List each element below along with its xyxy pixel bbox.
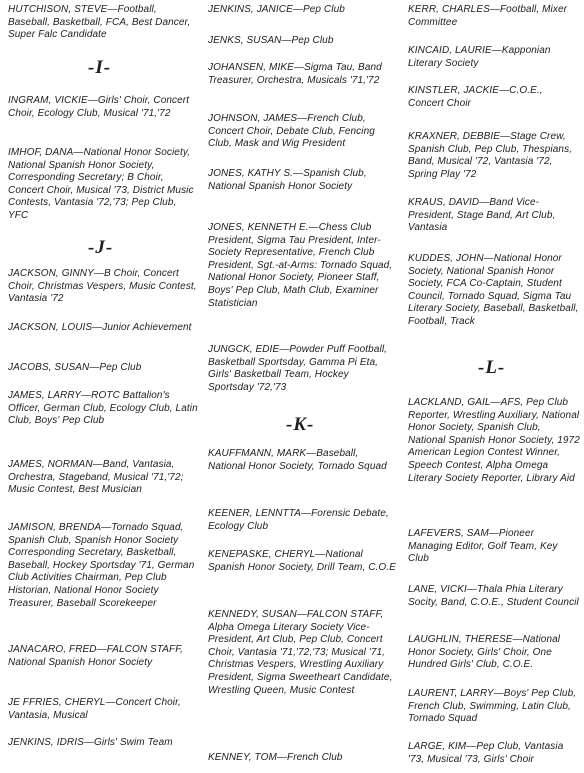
section-letter-k: -K- <box>286 414 315 435</box>
entry-kraus-david: KRAUS, DAVID—Band Vice-President, Stage Band, Art Club, Vantasia <box>408 197 556 234</box>
entry-hutchison-steve: HUTCHISON, STEVE—Football, Baseball, Basketball, FCA, Best Dancer, Super Falc Candidate <box>8 4 191 41</box>
entry-kerr-charles: KERR, CHARLES—Football, Mixer Committee <box>408 4 568 28</box>
entry-kuddes-john: KUDDES, JOHN—National Honor Society, National Spanish Honor Society, FCA Co-Captain, Student Council, Tornado Squad, Sigma Tau Literary Society, Baseball, Basketball, Football, Track <box>408 253 579 327</box>
entry-jones-kathy: JONES, KATHY S.—Spanish Club, National Spanish Honor Society <box>208 168 367 192</box>
entry-lane-vicki: LANE, VICKI—Thala Phia Literary Socity, Band, C.O.E., Student Council <box>408 584 579 608</box>
entry-jackson-louis: JACKSON, LOUIS—Junior Achievement <box>8 322 192 333</box>
entry-johansen-mike: JOHANSEN, MIKE—Sigma Tau, Band Treasurer, Orchestra, Musicals '71,'72 <box>208 62 382 86</box>
entry-keener-lenntta: KEENER, LENNTTA—Forensic Debate, Ecology Club <box>208 508 389 532</box>
entry-large-kim: LARGE, KIM—Pep Club, Vantasia '73, Musical '73, Girls' Choir <box>408 741 564 765</box>
section-letter-i: -I- <box>88 57 112 78</box>
entry-kauffmann-mark: KAUFFMANN, MARK—Baseball, National Honor Society, Tornado Squad <box>208 448 387 472</box>
entry-laurent-larry: LAURENT, LARRY—Boys' Pep Club, French Club, Swimming, Latin Club, Tornado Squad <box>408 688 577 725</box>
entry-kenepaske-cheryl: KENEPASKE, CHERYL—National Spanish Honor Society, Drill Team, C.O.E <box>208 549 396 573</box>
entry-james-norman: JAMES, NORMAN—Band, Vantasia, Orchestra, Stageband, Musical '71,'72; Music Contest, Best Musician <box>8 459 184 496</box>
entry-johnson-james: JOHNSON, JAMES—French Club, Concert Choir, Debate Club, Fencing Club, Mask and Wig President <box>208 113 375 150</box>
entry-jones-kenneth: JONES, KENNETH E.—Chess Club President, Sigma Tau President, Inter-Society Representative, French Club President, Sgt.-at-Arms: Tornado Squad, National Honor Society, Pioneer Staff, Boys' Pep Club, Math Club, Examiner Statistician <box>208 222 393 309</box>
entry-jenks-susan: JENKS, SUSAN—Pep Club <box>208 35 334 46</box>
entry-lafevers-sam: LAFEVERS, SAM—Pioneer Managing Editor, Golf Team, Key Club <box>408 528 558 565</box>
entry-jenkins-idris: JENKINS, IDRIS—Girls' Swim Team <box>8 737 173 748</box>
entry-imhof-dana: IMHOF, DANA—National Honor Society, National Spanish Honor Society, Corresponding Secretary; B Choir, Concert Choir, Musical '73, District Music Contests, Vantasia '72,'73; Pep Club, YFC <box>8 147 194 221</box>
entry-kincaid-laurie: KINCAID, LAURIE—Kapponian Literary Society <box>408 45 551 69</box>
entry-kraxner-debbie: KRAXNER, DEBBIE—Stage Crew, Spanish Club, Pep Club, Thespians, Band, Musical '72, Vantasia '72, Spring Play '72 <box>408 131 573 180</box>
entry-jamison-brenda: JAMISON, BRENDA—Tornado Squad, Spanish Club, Spanish Honor Society Corresponding Secretary, Basketball, Baseball, Hockey Sportsday '71, German Club Activities Chairman, Pep Club Historian, National Honor Society Treasurer, Baseball Scorekeeper <box>8 522 195 609</box>
entry-jacobs-susan: JACOBS, SUSAN—Pep Club <box>8 362 142 373</box>
entry-jungck-edie: JUNGCK, EDIE—Powder Puff Football, Basketball Sportsday, Gamma Pi Eta, Girls' Basketball Team, Hockey Sportsday '72,'73 <box>208 344 388 393</box>
entry-jackson-ginny: JACKSON, GINNY—B Choir, Concert Choir, Christmas Vespers, Music Contest, Vantasia '72 <box>8 268 197 305</box>
entry-laughlin-therese: LAUGHLIN, THERESE—National Honor Society, Girls' Choir, One Hundred Girls' Club, C.O.E. <box>408 634 561 671</box>
section-letter-j: -J- <box>88 237 114 258</box>
entry-james-larry: JAMES, LARRY—ROTC Battalion's Officer, German Club, Ecology Club, Latin Club, Boys' Pep Club <box>8 390 198 427</box>
entry-janacaro-fred: JANACARO, FRED—FALCON STAFF, National Spanish Honor Society <box>8 644 184 668</box>
entry-ingram-vickie: INGRAM, VICKIE—Girls' Choir, Concert Choir, Ecology Club, Musical '71,'72 <box>8 95 190 119</box>
entry-lackland-gail: LACKLAND, GAIL—AFS, Pep Club Reporter, Wrestling Auxiliary, National Honor Society, Spanish Club, National Spanish Honor Society, 1972 American Legion Contest Winner, Speech Contest, Alpha Omega Literary Society Reporter, Library Aid <box>408 397 580 484</box>
entry-jeffries-cheryl: JE FFRIES, CHERYL—Concert Choir, Vantasia, Musical <box>8 697 181 721</box>
section-letter-l: -L- <box>478 357 506 378</box>
entry-kennedy-susan: KENNEDY, SUSAN—FALCON STAFF, Alpha Omega Literary Society Vice-President, Art Club, Pep Club, Concert Choir, Vantasia '71,'72,'73; Musical '71, Christmas Vespers, Wrestling Auxiliary President, Sigma Sweetheart Candidate, Wrestling Queen, Music Contest <box>208 609 393 696</box>
entry-kinstler-jackie: KINSTLER, JACKIE—C.O.E., Concert Choir <box>408 85 543 109</box>
entry-kenney-tom: KENNEY, TOM—French Club <box>208 752 343 763</box>
entry-jenkins-janice: JENKINS, JANICE—Pep Club <box>208 4 345 15</box>
